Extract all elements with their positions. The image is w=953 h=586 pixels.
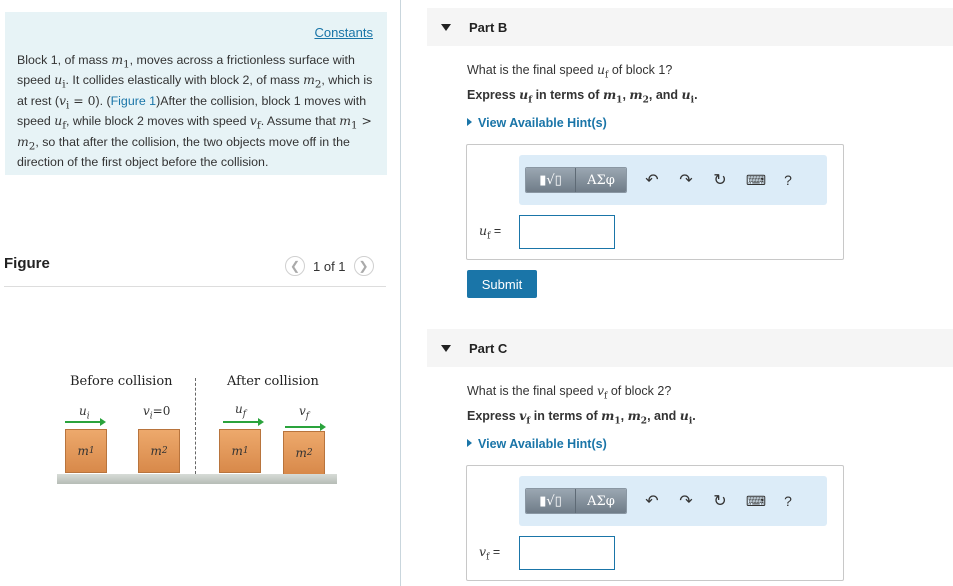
part-c-title: Part C xyxy=(469,340,508,356)
math-var: u xyxy=(681,87,691,102)
toolbar-template-group xyxy=(525,488,627,514)
part-b-title: Part B xyxy=(469,19,508,35)
figure-divider xyxy=(4,286,386,287)
block-label: m xyxy=(231,444,243,458)
hint-label: View Available Hint(s) xyxy=(478,437,607,451)
express-text: in terms of xyxy=(530,409,602,423)
express-text: , and xyxy=(648,88,682,102)
math-value: = 0 xyxy=(69,92,96,108)
part-b-answer-box xyxy=(466,144,844,260)
block-label-sub: 2 xyxy=(306,448,313,458)
math-m1: m xyxy=(339,113,351,129)
hint-label: View Available Hint(s) xyxy=(478,116,607,130)
equals-sign: = xyxy=(490,223,502,238)
answer-label xyxy=(479,544,519,563)
problem-text-part: . It collides elastically with block 2, of mass xyxy=(65,73,304,88)
math-vf: v xyxy=(249,113,257,129)
block-label-sub: 1 xyxy=(242,446,249,456)
uf-label xyxy=(235,402,246,419)
question-text: of block 1? xyxy=(608,63,673,77)
math-vi: v xyxy=(59,92,66,108)
math-sub: i xyxy=(688,416,693,427)
keyboard-icon[interactable]: ⌨ xyxy=(745,171,767,188)
part-b-question xyxy=(467,62,672,81)
uf-label-var: u xyxy=(235,402,243,416)
math-sub: f xyxy=(526,416,531,427)
math-var: m xyxy=(629,87,643,102)
part-c-question xyxy=(467,383,671,402)
math-sub: f xyxy=(605,70,609,81)
collision-figure xyxy=(55,370,340,490)
math-sub: 2 xyxy=(640,416,648,427)
math-sub: i xyxy=(66,99,70,112)
figure-link[interactable]: Figure 1 xyxy=(110,93,157,108)
problem-panel xyxy=(0,0,400,586)
problem-text-part: Block 1, of mass xyxy=(17,53,112,67)
templates-button[interactable]: ▮√▯ xyxy=(526,489,576,513)
chevron-left-icon[interactable]: ❮ xyxy=(285,256,305,276)
math-sub: 2 xyxy=(28,140,36,153)
express-text: . xyxy=(694,88,698,102)
express-text: , and xyxy=(647,409,680,423)
math-var: u xyxy=(679,408,689,423)
ui-label xyxy=(79,404,90,421)
math-sub: 1 xyxy=(123,58,130,71)
before-collision-caption: Before collision xyxy=(70,374,173,389)
block-1-after xyxy=(219,429,261,473)
caret-right-icon xyxy=(467,439,472,447)
express-text: , xyxy=(620,409,628,423)
vf-label-var: v xyxy=(299,404,306,418)
block-2-before xyxy=(138,429,180,473)
part-b-hint-link[interactable] xyxy=(467,116,607,130)
redo-icon[interactable]: ↷ xyxy=(679,172,693,189)
problem-text-part: , so that after the collision, the two objects move off in the direction of the first object before the collision. xyxy=(17,134,350,170)
block-label-sub: 2 xyxy=(161,446,168,456)
block-label: m xyxy=(295,446,307,460)
math-sub: 1 xyxy=(616,95,623,106)
question-text: What is the final speed xyxy=(467,63,597,77)
question-text: What is the final speed xyxy=(467,384,597,398)
block-label-sub: 1 xyxy=(88,446,95,456)
math-var: m xyxy=(602,87,617,102)
math-sub: 1 xyxy=(351,119,358,132)
express-text: in terms of xyxy=(532,88,603,102)
math-var: m xyxy=(627,408,641,423)
math-sub: f xyxy=(62,119,67,132)
part-b-header[interactable] xyxy=(427,8,953,46)
vf-label-sub: f xyxy=(305,411,310,422)
vi-label-value: =0 xyxy=(152,404,171,418)
problem-text-part: , which is at rest ( xyxy=(17,73,373,108)
reset-icon[interactable]: ↻ xyxy=(713,172,727,189)
problem-text-part: . Assume that xyxy=(260,114,340,129)
chevron-right-icon[interactable]: ❯ xyxy=(354,256,374,276)
math-sub: f xyxy=(604,391,608,402)
answer-label xyxy=(479,223,519,242)
problem-text-part: , moves across a frictionless surface with speed xyxy=(17,53,355,88)
question-text: of block 2? xyxy=(607,384,672,398)
part-c-express xyxy=(467,408,696,427)
problem-statement-box xyxy=(5,12,387,175)
part-c-answer-box xyxy=(466,465,844,581)
math-var: v xyxy=(479,543,487,559)
after-collision-caption: After collision xyxy=(227,374,319,389)
part-c-answer-row xyxy=(479,536,615,570)
collapse-triangle-icon[interactable] xyxy=(441,24,451,31)
math-sub: f xyxy=(528,95,533,106)
part-b-answer-input[interactable] xyxy=(519,215,615,249)
math-var: v xyxy=(596,383,604,398)
frictionless-surface xyxy=(57,474,337,484)
math-sub: 2 xyxy=(314,78,322,91)
express-text: Express xyxy=(467,409,520,423)
express-text: Express xyxy=(467,88,520,102)
math-var: u xyxy=(596,62,605,77)
vf-label xyxy=(299,404,309,421)
help-button[interactable]: ? xyxy=(784,493,792,509)
velocity-arrow-ui xyxy=(65,421,101,423)
express-text: . xyxy=(692,409,696,423)
block-1-before xyxy=(65,429,107,473)
vi-label xyxy=(143,404,170,421)
column-separator xyxy=(400,0,401,586)
velocity-arrow-uf xyxy=(223,421,259,423)
math-var: m xyxy=(601,408,615,423)
problem-text xyxy=(17,52,379,170)
express-text: , xyxy=(622,88,630,102)
caret-right-icon xyxy=(467,118,472,126)
redo-icon[interactable]: ↷ xyxy=(679,493,693,510)
block-label: m xyxy=(150,444,162,458)
part-c-answer-input[interactable] xyxy=(519,536,615,570)
figure-pager xyxy=(285,256,374,276)
part-b-express xyxy=(467,87,698,106)
submit-button[interactable]: Submit xyxy=(467,270,537,298)
pager-text: 1 of 1 xyxy=(313,258,346,274)
math-var: u xyxy=(519,87,529,102)
vi-label-var: v xyxy=(143,404,150,418)
part-c-header[interactable] xyxy=(427,329,953,367)
equals-sign: = xyxy=(489,544,501,559)
part-c-hint-link[interactable] xyxy=(467,437,607,451)
block-label: m xyxy=(77,444,89,458)
math-uf: u xyxy=(54,113,63,129)
velocity-arrow-vf xyxy=(285,426,321,428)
reset-icon[interactable]: ↻ xyxy=(713,493,727,510)
problem-text-part: ). ( xyxy=(95,93,111,108)
toolbar-template-group xyxy=(525,167,627,193)
templates-button[interactable]: ▮√▯ xyxy=(526,168,576,192)
math-sub: f xyxy=(256,119,261,132)
math-m2: m xyxy=(17,133,29,149)
greek-symbols-button[interactable]: ΑΣφ xyxy=(576,168,626,192)
math-m2: m xyxy=(303,72,315,88)
math-toolbar xyxy=(519,155,827,205)
math-greater-than: > xyxy=(357,113,372,129)
undo-icon[interactable]: ↶ xyxy=(645,493,659,510)
vi-label-sub: i xyxy=(149,411,153,422)
math-m1: m xyxy=(111,52,124,67)
collapse-triangle-icon[interactable] xyxy=(441,345,451,352)
undo-icon[interactable]: ↶ xyxy=(645,172,659,189)
math-var: u xyxy=(479,222,488,238)
math-ui: u xyxy=(54,72,63,88)
greek-symbols-button[interactable]: ΑΣφ xyxy=(576,489,626,513)
ui-label-sub: i xyxy=(86,411,90,422)
block-2-after xyxy=(283,431,325,475)
math-sub: i xyxy=(690,95,695,106)
problem-text-part: )After the collision, block 1 moves with speed xyxy=(17,93,367,129)
problem-text-part: , while block 2 moves with speed xyxy=(66,114,250,129)
math-sub: 2 xyxy=(642,95,649,106)
keyboard-icon[interactable]: ⌨ xyxy=(745,492,767,509)
ui-label-var: u xyxy=(79,404,87,418)
constants-link[interactable]: Constants xyxy=(314,25,373,40)
math-sub: i xyxy=(62,78,66,91)
help-button[interactable]: ? xyxy=(784,172,792,188)
math-sub: 1 xyxy=(614,416,621,427)
math-toolbar xyxy=(519,476,827,526)
math-sub: f xyxy=(487,231,491,242)
figure-heading: Figure xyxy=(4,255,50,272)
collision-divider-line xyxy=(195,378,196,474)
part-b-answer-row xyxy=(479,215,615,249)
uf-label-sub: f xyxy=(242,409,247,420)
math-sub: f xyxy=(486,552,490,563)
math-var: v xyxy=(519,408,527,423)
